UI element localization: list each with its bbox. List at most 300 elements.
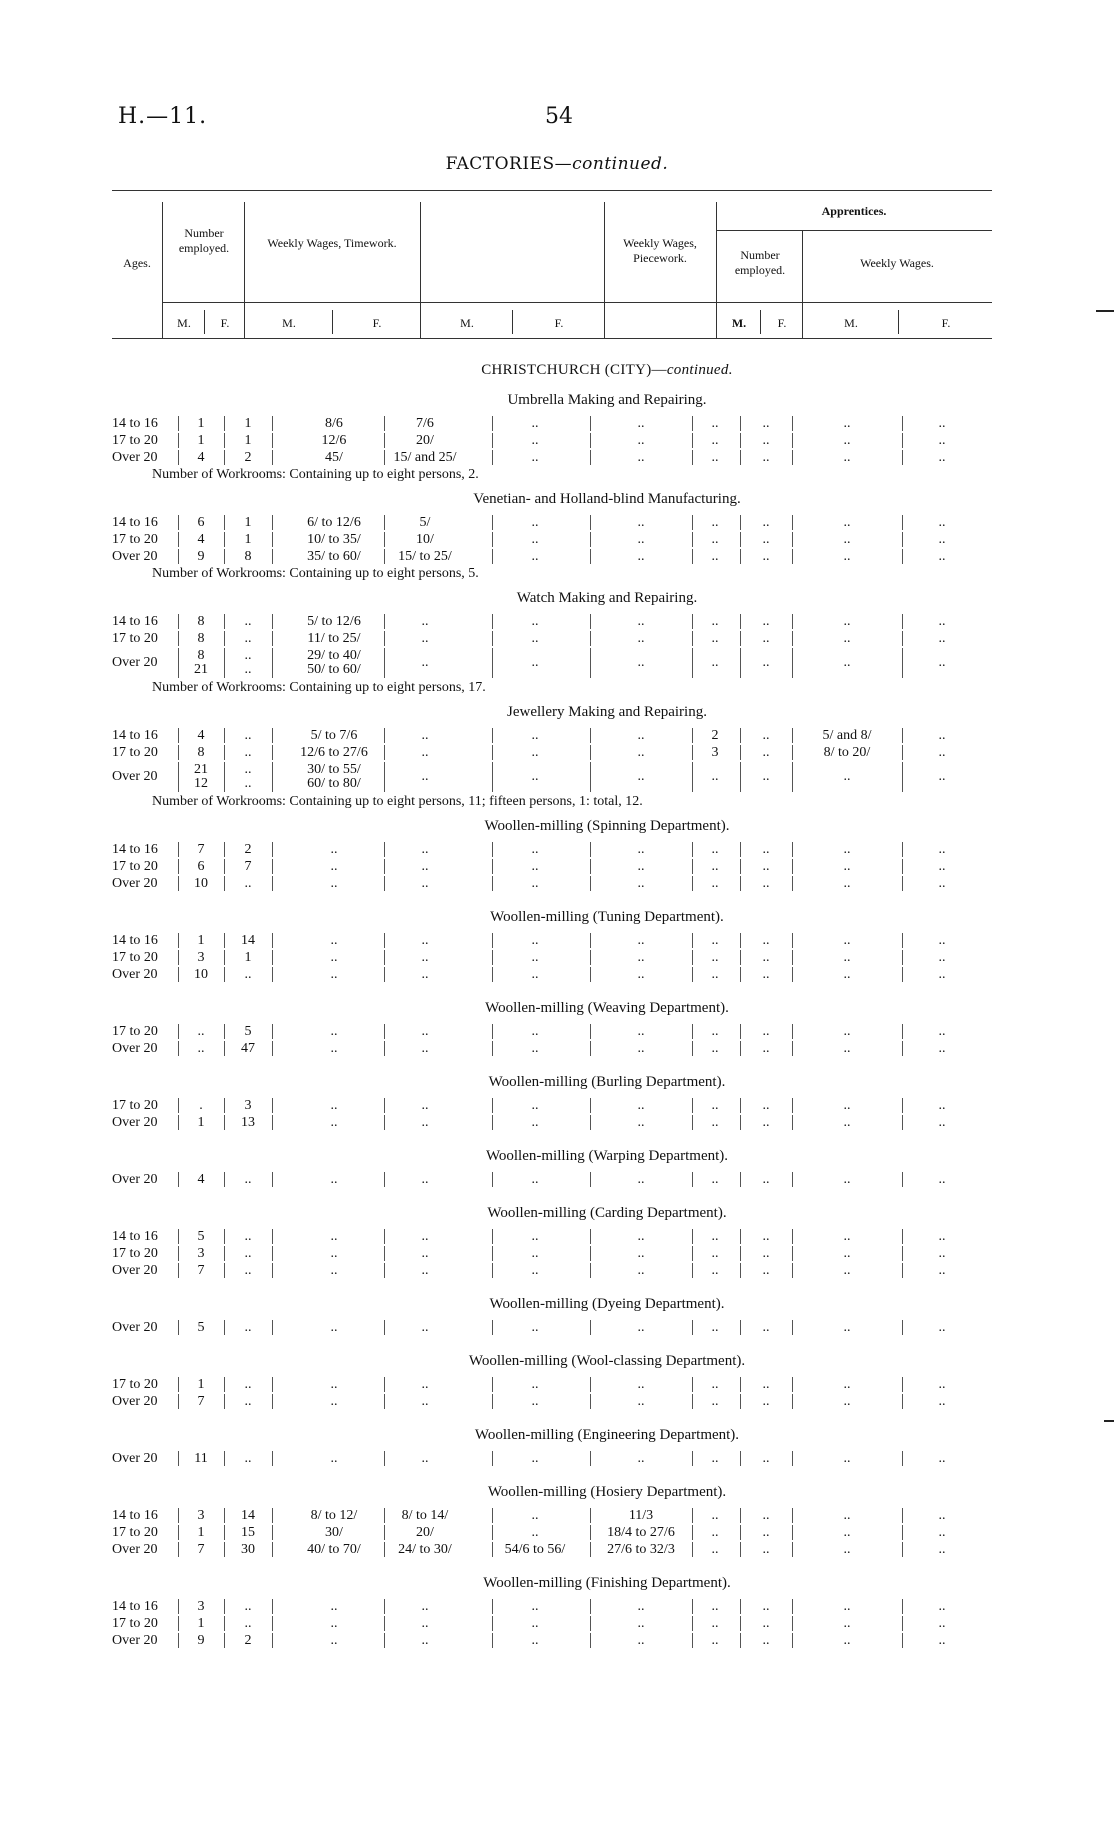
cell-number-f: 2 <box>244 1633 252 1648</box>
column-rule <box>740 631 741 646</box>
column-rule <box>590 1508 591 1523</box>
column-rule <box>792 1115 793 1130</box>
cell-appr-m: .. <box>711 859 719 874</box>
column-rule <box>792 762 793 792</box>
column-rule <box>792 1172 793 1187</box>
cell-line: .. <box>244 648 252 663</box>
column-rule <box>740 450 741 465</box>
cell-time-f: .. <box>421 1246 429 1261</box>
column-rule <box>224 1377 225 1392</box>
cell-time-m: 5/ to 12/6 <box>307 614 361 629</box>
section-title: Woollen-milling (Wool-classing Department). <box>468 1353 746 1369</box>
cell-appr-wages-m: .. <box>843 1525 851 1540</box>
cell-number-f: 14 <box>241 1508 255 1523</box>
column-rule <box>692 1041 693 1056</box>
column-rule <box>590 728 591 743</box>
cell-age: Over 20 <box>112 549 158 564</box>
cell-line: 30/ to 55/ <box>307 762 361 777</box>
column-rule <box>902 515 903 530</box>
cell-number-f: 2 <box>244 450 252 465</box>
cell-appr-m: .. <box>711 1263 719 1278</box>
column-rule <box>272 631 273 646</box>
cell-piece-f: .. <box>637 433 645 448</box>
cell-appr-f: .. <box>762 1320 770 1335</box>
table-row <box>112 548 992 565</box>
cell-piece-f: .. <box>637 450 645 465</box>
cell-appr-f: .. <box>762 967 770 982</box>
cell-age: 14 to 16 <box>112 1508 158 1523</box>
cell-appr-f: .. <box>762 1394 770 1409</box>
cell-piece-m: .. <box>531 1041 539 1056</box>
cell-appr-f: .. <box>762 842 770 857</box>
table-row <box>112 1632 992 1649</box>
cell-time-m: 12/6 <box>321 433 347 448</box>
cell-appr-f: .. <box>762 515 770 530</box>
column-rule <box>224 1542 225 1557</box>
column-rule <box>692 1098 693 1113</box>
cell-appr-wages-m: .. <box>843 433 851 448</box>
column-rule <box>492 1263 493 1278</box>
cell-number-f: .. <box>244 967 252 982</box>
column-rule <box>272 1098 273 1113</box>
cell-time-m: .. <box>330 967 338 982</box>
cell-piece-m: .. <box>531 1633 539 1648</box>
cell-time-f: .. <box>421 655 429 670</box>
cell-appr-wages-m: .. <box>843 1508 851 1523</box>
table-row <box>112 1615 992 1632</box>
column-header <box>112 190 992 338</box>
cell-age: Over 20 <box>112 876 158 891</box>
column-rule <box>740 745 741 760</box>
cell-number-m: 6 <box>197 859 205 874</box>
region-title <box>112 355 992 385</box>
cell-appr-m: .. <box>711 549 719 564</box>
column-rule <box>902 416 903 431</box>
column-rule <box>224 728 225 743</box>
cell-appr-m: .. <box>711 1377 719 1392</box>
cell-line: 60/ to 80/ <box>307 776 361 791</box>
cell-piece-f: .. <box>637 1394 645 1409</box>
cell-time-m: 40/ to 70/ <box>307 1542 361 1557</box>
column-rule <box>224 416 225 431</box>
col-wages-piecework: Weekly Wages, Piecework. <box>623 236 697 265</box>
cell-number-m: 1 <box>197 1377 205 1392</box>
cell-appr-wages-m: .. <box>843 515 851 530</box>
column-rule <box>740 728 741 743</box>
cell-piece-m: .. <box>531 728 539 743</box>
table-row <box>112 613 992 630</box>
table-row <box>112 415 992 432</box>
column-rule <box>740 648 741 678</box>
cell-time-f: .. <box>421 967 429 982</box>
cell-appr-wages-f: .. <box>938 1508 946 1523</box>
cell-number-f: .. <box>244 1394 252 1409</box>
cell-appr-f: .. <box>762 1115 770 1130</box>
cell-number-m: 1 <box>197 433 205 448</box>
cell-time-m: 11/ to 25/ <box>307 631 361 646</box>
cell-time-f: .. <box>421 769 429 784</box>
cell-appr-f: .. <box>762 416 770 431</box>
column-rule <box>792 1024 793 1039</box>
cell-appr-wages-m: .. <box>843 1115 851 1130</box>
table-row <box>112 1040 992 1057</box>
column-rule <box>224 614 225 629</box>
table-row <box>112 432 992 449</box>
cell-piece-m: .. <box>531 1024 539 1039</box>
column-rule <box>692 728 693 743</box>
column-rule <box>224 1263 225 1278</box>
cell-piece-m: .. <box>531 1320 539 1335</box>
cell-appr-f: .. <box>762 631 770 646</box>
column-rule <box>492 876 493 891</box>
cell-time-m: 8/ to 12/ <box>310 1508 358 1523</box>
cell-piece-f: .. <box>637 1451 645 1466</box>
column-rule <box>740 859 741 874</box>
column-rule <box>902 549 903 564</box>
column-rule <box>740 1542 741 1557</box>
section-gap <box>112 1467 992 1477</box>
cell-age: 14 to 16 <box>112 416 158 431</box>
column-rule <box>792 1263 793 1278</box>
cell-appr-wages-f: .. <box>938 450 946 465</box>
cell-number-f: 1 <box>244 515 252 530</box>
col-apprentices: Apprentices. <box>821 204 887 218</box>
cell-time-f: .. <box>421 1633 429 1648</box>
cell-age: 17 to 20 <box>112 859 158 874</box>
column-rule <box>590 614 591 629</box>
column-rule <box>272 1394 273 1409</box>
cell-appr-wages-f: .. <box>938 769 946 784</box>
table-row <box>112 761 992 793</box>
column-rule <box>224 1616 225 1631</box>
column-rule <box>792 1098 793 1113</box>
cell-appr-wages-m: .. <box>843 1098 851 1113</box>
cell-age: 14 to 16 <box>112 614 158 629</box>
cell-appr-m: .. <box>711 1525 719 1540</box>
cell-appr-f: .. <box>762 933 770 948</box>
column-rule <box>692 1616 693 1631</box>
page-ref: H.—11. <box>118 104 208 129</box>
cell-appr-wages-f: .. <box>938 1041 946 1056</box>
column-rule <box>272 1599 273 1614</box>
column-rule <box>590 1451 591 1466</box>
cell-appr-wages-m: .. <box>843 1377 851 1392</box>
column-rule <box>272 1263 273 1278</box>
column-rule <box>492 1229 493 1244</box>
cell-appr-m: .. <box>711 416 719 431</box>
column-rule <box>740 1229 741 1244</box>
table-row <box>112 875 992 892</box>
column-rule <box>492 1098 493 1113</box>
cell-piece-m: .. <box>531 1508 539 1523</box>
cell-time-f: .. <box>421 1115 429 1130</box>
col-number-employed: Number employed. <box>178 226 230 255</box>
column-rule <box>224 1041 225 1056</box>
cell-time-m: 6/ to 12/6 <box>307 515 361 530</box>
column-rule <box>792 1246 793 1261</box>
column-rule <box>590 532 591 547</box>
cell-piece-f: .. <box>637 1041 645 1056</box>
column-rule <box>590 1229 591 1244</box>
column-rule <box>224 433 225 448</box>
cell-time-f: .. <box>421 1229 429 1244</box>
column-rule <box>792 859 793 874</box>
cell-line: 21 <box>194 662 208 677</box>
cell-appr-f: .. <box>762 1098 770 1113</box>
cell-number-f: 5 <box>244 1024 252 1039</box>
column-rule <box>590 1172 591 1187</box>
cell-time-f: .. <box>421 1616 429 1631</box>
cell-appr-f: .. <box>762 1229 770 1244</box>
cell-appr-wages-f: .. <box>938 614 946 629</box>
cell-appr-m: .. <box>711 1616 719 1631</box>
page-title-main: FACTORIES— <box>445 154 573 174</box>
cell-appr-wages-m: 5/ and 8/ <box>822 728 872 743</box>
column-rule <box>792 745 793 760</box>
col-ages: Ages. <box>123 256 151 270</box>
cell-number-f: 8 <box>244 549 252 564</box>
column-rule <box>792 614 793 629</box>
cell-piece-f: .. <box>637 1246 645 1261</box>
column-rule <box>492 1599 493 1614</box>
cell-appr-f: .. <box>762 450 770 465</box>
cell-number-f: 2 <box>244 842 252 857</box>
column-rule <box>692 842 693 857</box>
cell-piece-m: .. <box>531 859 539 874</box>
column-rule <box>740 876 741 891</box>
cell-number-m: .. <box>197 1041 205 1056</box>
section-title: Woollen-milling (Weaving Department). <box>485 1000 729 1016</box>
cell-appr-wages-f: .. <box>938 745 946 760</box>
column-rule <box>740 1525 741 1540</box>
column-rule <box>692 933 693 948</box>
column-rule <box>272 1508 273 1523</box>
cell-piece-m: .. <box>531 950 539 965</box>
column-rule <box>692 762 693 792</box>
table-row <box>112 449 992 466</box>
column-rule <box>492 1172 493 1187</box>
cell-age: 17 to 20 <box>112 1246 158 1261</box>
cell-line: 21 <box>194 762 208 777</box>
cell-piece-m: .. <box>531 1263 539 1278</box>
col-appr-m: M. <box>731 316 747 330</box>
cell-appr-wages-m: .. <box>843 655 851 670</box>
column-rule <box>902 950 903 965</box>
cell-piece-f: .. <box>637 859 645 874</box>
column-rule <box>740 614 741 629</box>
column-rule <box>902 842 903 857</box>
cell-age: 17 to 20 <box>112 950 158 965</box>
section-title: Woollen-milling (Tuning Department). <box>490 909 724 925</box>
column-rule <box>792 549 793 564</box>
column-rule <box>590 648 591 678</box>
cell-age: Over 20 <box>112 1263 158 1278</box>
column-rule <box>692 1320 693 1335</box>
table-row <box>112 1524 992 1541</box>
column-rule <box>492 1451 493 1466</box>
column-rule <box>792 433 793 448</box>
column-rule <box>224 1024 225 1039</box>
cell-number-m: 6 <box>197 515 205 530</box>
column-rule <box>272 842 273 857</box>
table-row <box>112 531 992 548</box>
cell-appr-wages-f: .. <box>938 1320 946 1335</box>
column-rule <box>792 1525 793 1540</box>
column-rule <box>492 1246 493 1261</box>
cell-piece-f: .. <box>637 769 645 784</box>
column-rule <box>224 876 225 891</box>
cell-time-m: .. <box>330 876 338 891</box>
cell-appr-wages-m: .. <box>843 1633 851 1648</box>
column-rule <box>792 933 793 948</box>
column-rule <box>692 450 693 465</box>
cell-time-m: .. <box>330 1115 338 1130</box>
cell-number-f: .. <box>244 1172 252 1187</box>
cell-appr-f: .. <box>762 1525 770 1540</box>
column-rule <box>902 648 903 678</box>
table-row <box>112 1023 992 1040</box>
table-row <box>112 647 992 679</box>
column-rule <box>590 859 591 874</box>
column-rule <box>492 416 493 431</box>
cell-number-m: 7 <box>197 842 205 857</box>
cell-piece-f: .. <box>637 950 645 965</box>
cell-time-f: .. <box>421 1263 429 1278</box>
region-title-main: CHRISTCHURCH (CITY)— <box>481 362 667 378</box>
column-rule <box>740 1024 741 1039</box>
column-rule <box>740 1599 741 1614</box>
cell-appr-f: .. <box>762 1508 770 1523</box>
cell-piece-f: .. <box>637 549 645 564</box>
cell-appr-wages-f: .. <box>938 1525 946 1540</box>
col-appr-wages-m: M. <box>844 316 858 330</box>
cell-number-f: .. <box>244 1451 252 1466</box>
cell-appr-wages-f: .. <box>938 515 946 530</box>
cell-appr-wages-m: .. <box>843 1599 851 1614</box>
cell-appr-wages-f: .. <box>938 933 946 948</box>
cell-number-f: .. <box>244 1320 252 1335</box>
cell-appr-f: .. <box>762 859 770 874</box>
column-rule <box>272 1525 273 1540</box>
cell-appr-f: .. <box>762 876 770 891</box>
cell-appr-f: .. <box>762 1041 770 1056</box>
cell-time-f: .. <box>421 745 429 760</box>
cell-appr-wages-f: .. <box>938 532 946 547</box>
cell-appr-wages-f: .. <box>938 549 946 564</box>
section-title: Woollen-milling (Finishing Department). <box>483 1575 731 1591</box>
column-rule <box>492 648 493 678</box>
cell-number-f: .. <box>244 745 252 760</box>
section-title: Watch Making and Repairing. <box>516 590 698 606</box>
column-rule <box>272 1320 273 1335</box>
column-rule <box>692 1172 693 1187</box>
column-rule <box>792 1320 793 1335</box>
section-title: Woollen-milling (Burling Department). <box>488 1074 726 1090</box>
column-rule <box>902 1263 903 1278</box>
column-rule <box>792 1616 793 1631</box>
cell-piece-f: .. <box>637 745 645 760</box>
column-rule <box>492 1377 493 1392</box>
column-rule <box>224 1098 225 1113</box>
cell-time-m: .. <box>330 1320 338 1335</box>
column-rule <box>740 1320 741 1335</box>
column-rule <box>902 532 903 547</box>
column-rule <box>692 1525 693 1540</box>
cell-age: 14 to 16 <box>112 1229 158 1244</box>
cell-time-m: .. <box>330 933 338 948</box>
column-rule <box>590 1599 591 1614</box>
table-row <box>112 1507 992 1524</box>
column-rule <box>224 515 225 530</box>
cell-piece-f: .. <box>637 416 645 431</box>
column-rule <box>272 762 273 792</box>
cell-time-m: .. <box>330 950 338 965</box>
table-row <box>112 1097 992 1114</box>
cell-appr-f: .. <box>762 1616 770 1631</box>
cell-appr-m: .. <box>711 769 719 784</box>
cell-age: Over 20 <box>112 655 158 670</box>
cell-appr-f: .. <box>762 1377 770 1392</box>
cell-time-f: .. <box>421 1098 429 1113</box>
cell-time-m: 45/ <box>325 450 343 465</box>
column-rule <box>224 950 225 965</box>
column-rule <box>792 648 793 678</box>
column-rule <box>902 1024 903 1039</box>
section-gap <box>112 892 992 902</box>
cell-appr-wages-m: .. <box>843 859 851 874</box>
cell-time-m: 8/6 <box>325 416 343 431</box>
column-rule <box>272 433 273 448</box>
column-rule <box>224 1115 225 1130</box>
cell-time-m: .. <box>330 1451 338 1466</box>
cell-time-f: .. <box>421 1041 429 1056</box>
cell-appr-f: .. <box>762 549 770 564</box>
column-rule <box>740 416 741 431</box>
cell-appr-wages-m: .. <box>843 450 851 465</box>
cell-appr-f: .. <box>762 769 770 784</box>
column-rule <box>590 1394 591 1409</box>
column-rule <box>590 967 591 982</box>
cell-piece-m: .. <box>531 1451 539 1466</box>
col-appr-wages: Weekly Wages. <box>860 256 934 270</box>
cell-number-m: 4 <box>197 450 205 465</box>
column-rule <box>792 1451 793 1466</box>
column-rule <box>902 967 903 982</box>
column-rule <box>692 614 693 629</box>
cell-appr-wages-m: 8/ to 20/ <box>823 745 871 760</box>
cell-line: 29/ to 40/ <box>307 648 361 663</box>
cell-age: 17 to 20 <box>112 1525 158 1540</box>
column-rule <box>740 1451 741 1466</box>
table-row <box>112 514 992 531</box>
column-rule <box>792 842 793 857</box>
table-row <box>112 966 992 983</box>
col-appr-wages-f: F. <box>941 316 951 330</box>
column-rule <box>590 933 591 948</box>
column-rule <box>792 950 793 965</box>
column-rule <box>902 1542 903 1557</box>
cell-appr-wages-f: .. <box>938 1599 946 1614</box>
cell-appr-m: .. <box>711 655 719 670</box>
cell-age: Over 20 <box>112 1172 158 1187</box>
column-rule <box>692 1599 693 1614</box>
cell-number-m: 1 <box>197 933 205 948</box>
column-rule <box>224 1229 225 1244</box>
column-rule <box>224 532 225 547</box>
column-rule <box>590 1246 591 1261</box>
cell-piece-f: .. <box>637 1616 645 1631</box>
cell-piece-m: .. <box>531 532 539 547</box>
